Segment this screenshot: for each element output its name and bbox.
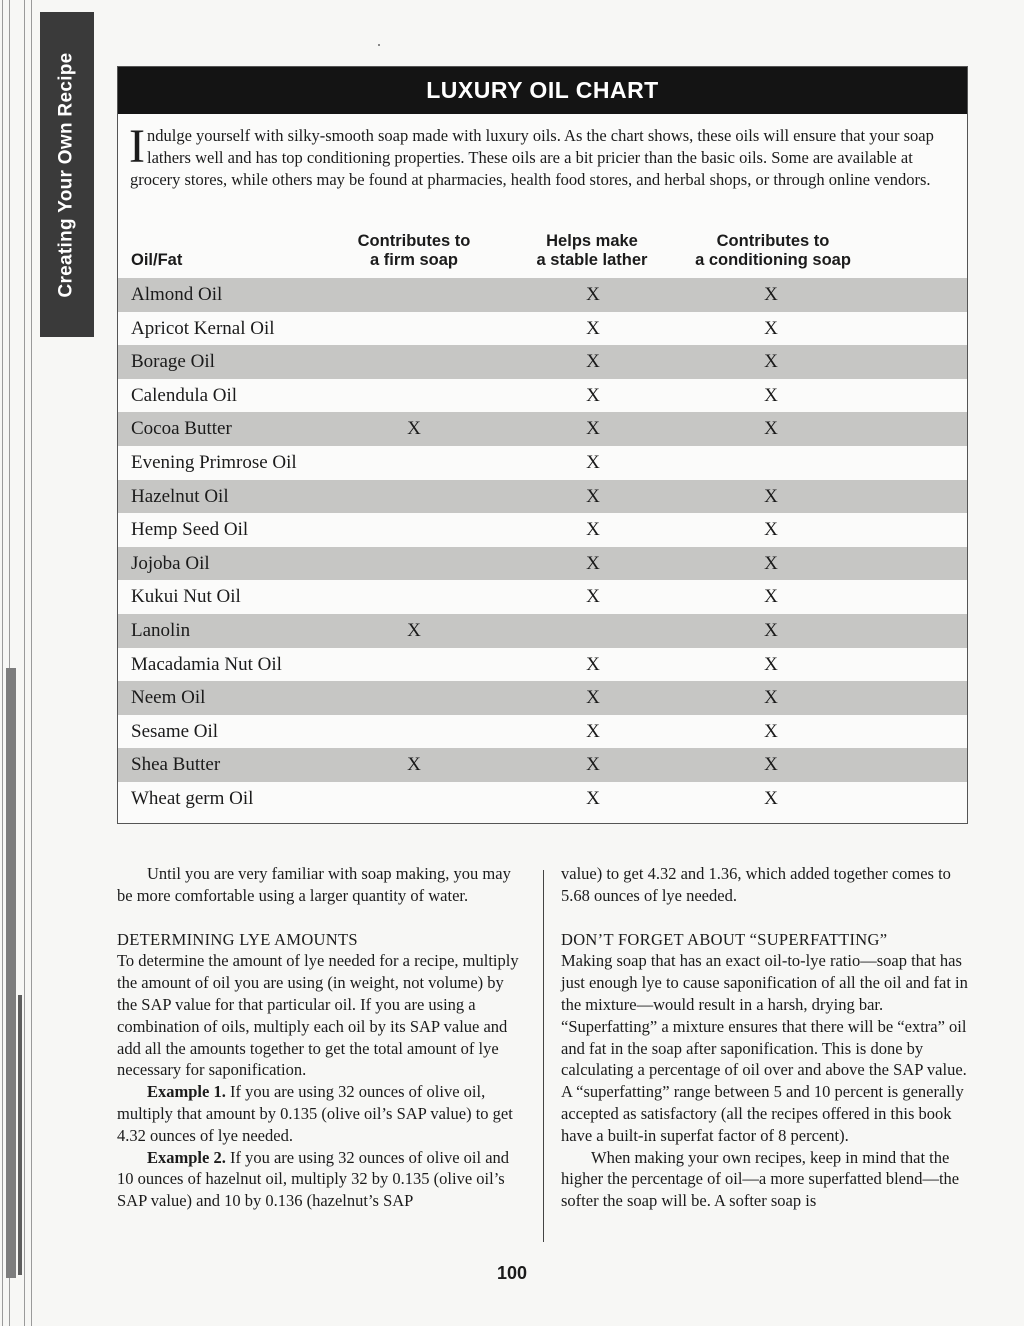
firm-mark: X bbox=[407, 754, 421, 776]
table-body bbox=[118, 278, 967, 816]
header-conditioning bbox=[678, 232, 868, 270]
chapter-title: Creating Your Own Recipe bbox=[56, 51, 78, 298]
oil-name: Lanolin bbox=[131, 619, 191, 641]
oil-name: Cocoa Butter bbox=[131, 418, 232, 440]
lather-mark: X bbox=[586, 418, 600, 440]
conditioning-mark: X bbox=[764, 485, 778, 507]
conditioning-mark: X bbox=[764, 687, 778, 709]
paragraph: value) to get 4.32 and 1.36, which added together comes to 5.68 ounces of lye needed. bbox=[561, 864, 951, 905]
table-row bbox=[118, 614, 967, 648]
lather-mark: X bbox=[586, 720, 600, 742]
header-lather-line2: a stable lather bbox=[536, 251, 648, 269]
left-column bbox=[117, 863, 527, 1212]
header-oil: Oil/Fat bbox=[131, 251, 183, 269]
table-row bbox=[118, 480, 967, 514]
edge-bar bbox=[6, 668, 16, 1278]
right-column bbox=[561, 863, 971, 1212]
example-label: Example 1. bbox=[147, 1082, 226, 1102]
header-firm bbox=[329, 232, 499, 270]
table-row bbox=[118, 748, 967, 782]
lather-mark: X bbox=[586, 284, 600, 305]
table-row bbox=[118, 681, 967, 715]
example-label: Example 2. bbox=[147, 1147, 226, 1167]
edge-bar bbox=[18, 995, 22, 1275]
table-row bbox=[118, 379, 967, 413]
table-row bbox=[118, 278, 967, 312]
header-firm-line1: Contributes to bbox=[357, 232, 471, 250]
table-row bbox=[118, 580, 967, 614]
table-row bbox=[118, 446, 967, 480]
conditioning-mark: X bbox=[764, 317, 778, 339]
table-row bbox=[118, 547, 967, 581]
table-row bbox=[118, 648, 967, 682]
oil-name: Shea Butter bbox=[131, 754, 221, 776]
example-1 bbox=[117, 1081, 527, 1146]
lather-mark: X bbox=[586, 754, 600, 776]
table-row bbox=[118, 782, 967, 816]
table-header bbox=[118, 229, 967, 273]
scan-mark bbox=[378, 44, 380, 46]
edge-line bbox=[2, 0, 3, 1326]
conditioning-mark: X bbox=[764, 619, 778, 641]
lather-mark: X bbox=[586, 451, 600, 473]
table-row bbox=[118, 312, 967, 346]
header-firm-line2: a firm soap bbox=[369, 251, 459, 269]
table-row bbox=[118, 412, 967, 446]
lather-mark: X bbox=[586, 317, 600, 339]
oil-name: Sesame Oil bbox=[131, 720, 219, 742]
example-2 bbox=[117, 1147, 527, 1212]
paragraph: Making soap that has an exact oil-to-lye ratio—soap that has just enough lye to cause saponification of all the oil and fat in the mixture—would result in a harsh, drying bar. “Superfatting” a mixture ensures that there will be “extra” oil and fat in the soap after saponification. This is done by calculating a percentage of oil over and above the SAP value. A “superfatting” range between 5 and 10 percent is generally accepted as satisfactory (all the recipes offered in this book have a built-in superfat factor of 8 percent). bbox=[561, 951, 968, 1145]
oil-name: Evening Primrose Oil bbox=[131, 451, 297, 473]
oil-name: Macadamia Nut Oil bbox=[131, 653, 282, 675]
page-number: 100 bbox=[496, 1263, 528, 1283]
oil-name: Kukui Nut Oil bbox=[131, 586, 241, 608]
oil-name: Neem Oil bbox=[131, 687, 206, 709]
oil-name: Hazelnut Oil bbox=[131, 485, 229, 507]
example-text: If you are using 32 ounces of olive oil and 10 ounces of hazelnut oil, multiply 32 by 0.135 (olive oil’s SAP value) and 10 by 0.136 (hazelnut’s SAP bbox=[117, 1147, 510, 1211]
edge-line bbox=[31, 0, 32, 1326]
chart-title: LUXURY OIL CHART bbox=[118, 67, 967, 114]
conditioning-mark: X bbox=[764, 418, 778, 440]
conditioning-mark: X bbox=[764, 754, 778, 776]
conditioning-mark: X bbox=[764, 351, 778, 373]
conditioning-mark: X bbox=[764, 720, 778, 742]
chapter-side-tab bbox=[40, 12, 94, 337]
lather-mark: X bbox=[586, 653, 600, 675]
section-heading-superfatting: DON’T FORGET ABOUT “SUPERFATTING” bbox=[561, 929, 888, 949]
conditioning-mark: X bbox=[764, 552, 778, 574]
oil-name: Calendula Oil bbox=[131, 384, 238, 406]
oil-name: Wheat germ Oil bbox=[131, 787, 254, 809]
conditioning-mark: X bbox=[764, 519, 778, 541]
column-divider bbox=[543, 870, 544, 1242]
example-text: If you are using 32 ounces of olive oil, multiply that amount by 0.135 (olive oil’s SAP value) to get 4.32 ounces of lye needed. bbox=[117, 1082, 513, 1145]
firm-mark: X bbox=[407, 619, 421, 641]
conditioning-mark: X bbox=[764, 787, 778, 809]
edge-line bbox=[24, 0, 25, 1326]
paragraph: Until you are very familiar with soap making, you may be more comfortable using a larger quantity of water. bbox=[117, 864, 511, 905]
lather-mark: X bbox=[586, 687, 600, 709]
table-row bbox=[118, 715, 967, 749]
conditioning-mark: X bbox=[764, 284, 778, 305]
paragraph: To determine the amount of lye needed for a recipe, multiply the amount of oil you are using (in weight, not volume) by the SAP value for that particular oil. If you are using a combination of oils, multiply each oil by its SAP value and add all the amounts together to get the total amount of lye necessary for saponification. bbox=[117, 951, 519, 1080]
firm-mark: X bbox=[407, 418, 421, 440]
oil-name: Apricot Kernal Oil bbox=[131, 317, 275, 339]
lather-mark: X bbox=[586, 586, 600, 608]
header-lather-line1: Helps make bbox=[546, 232, 638, 250]
oil-name: Hemp Seed Oil bbox=[131, 519, 249, 541]
table-row bbox=[118, 513, 967, 547]
oil-name: Jojoba Oil bbox=[131, 552, 210, 574]
luxury-oil-chart bbox=[117, 66, 968, 824]
conditioning-mark: X bbox=[764, 586, 778, 608]
paragraph: When making your own recipes, keep in mind that the higher the percentage of oil—a more superfatted blend—the softer the soap will be. A softer soap is bbox=[561, 1147, 960, 1211]
header-cond-line1: Contributes to bbox=[716, 232, 830, 250]
header-cond-line2: a conditioning soap bbox=[695, 251, 851, 269]
drop-cap: I bbox=[129, 120, 145, 173]
header-lather bbox=[517, 232, 667, 270]
lather-mark: X bbox=[586, 787, 600, 809]
lather-mark: X bbox=[586, 552, 600, 574]
intro-text: ndulge yourself with silky-smooth soap made with luxury oils. As the chart shows, these oils will ensure that your soap lathers well and has top conditioning properties. These oils are a bit pricier than the basic oils. Some are available at grocery stores, while others may be found at pharmacies, health food stores, and herbal shops, or through online vendors. bbox=[130, 126, 934, 189]
conditioning-mark: X bbox=[764, 653, 778, 675]
lather-mark: X bbox=[586, 384, 600, 406]
lather-mark: X bbox=[586, 351, 600, 373]
section-heading-lye: DETERMINING LYE AMOUNTS bbox=[117, 929, 358, 949]
table-row bbox=[118, 345, 967, 379]
conditioning-mark: X bbox=[764, 384, 778, 406]
chart-intro bbox=[129, 120, 955, 191]
oil-name: Almond Oil bbox=[131, 284, 223, 305]
lather-mark: X bbox=[586, 485, 600, 507]
oil-name: Borage Oil bbox=[131, 351, 215, 373]
lather-mark: X bbox=[586, 519, 600, 541]
